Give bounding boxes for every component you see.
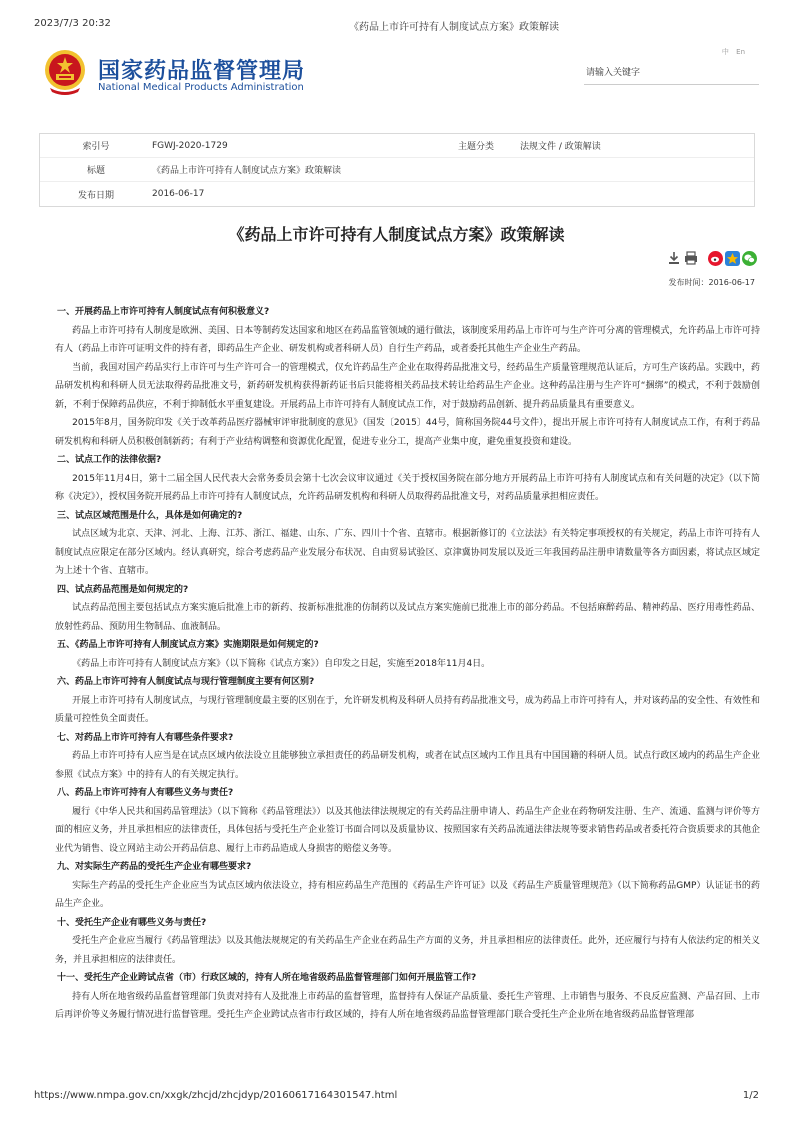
qzone-share-icon[interactable]: [725, 251, 740, 266]
body-paragraph: 药品上市许可持有人应当是在试点区域内依法设立且能够独立承担责任的药品研发机构，或者在试点区域内工作且具有中国国籍的科研人员。试点行政区域内的药品生产企业参照《试点方案》中的持有人的有关规定执行。: [55, 751, 760, 780]
section-heading: 六、药品上市许可持有人制度试点与现行管理制度主要有何区别?: [57, 677, 315, 687]
site-name-en: National Medical Products Administration: [98, 82, 304, 93]
print-icon[interactable]: [684, 251, 698, 265]
title-label: 标题: [86, 166, 105, 176]
print-url: https://www.nmpa.gov.cn/xxgk/zhcjd/zhcjdyp/20160617164301547.html: [34, 1090, 398, 1101]
body-paragraph: 实际生产药品的受托生产企业应当为试点区域内依法设立，持有相应药品生产范围的《药品生产许可证》以及《药品生产质量管理规范》（以下简称药品GMP）认证证书的药品生产企业。: [55, 880, 760, 909]
lang-en-link[interactable]: En: [736, 48, 745, 56]
date-value: 2016-06-17: [152, 189, 205, 199]
share-toolbar: [668, 251, 762, 267]
article-title: 《药品上市许可持有人制度试点方案》政策解读: [228, 225, 565, 244]
index-value: FGWJ-2020-1729: [152, 140, 228, 151]
body-paragraph: 2015年11月4日，第十二届全国人民代表大会常务委员会第十七次会议审议通过《关于授权国务院在部分地方开展药品上市许可持有人制度试点和有关问题的决定》（以下简称《决定》），授权国务院开展药品上市许可持有人制度试点，允许药品研发机构和科研人员取得药品批准文号，对药品质量承担相应责任。: [55, 473, 760, 502]
section-heading: 一、开展药品上市许可持有人制度试点有何积极意义?: [57, 307, 270, 317]
wechat-share-icon[interactable]: [742, 251, 757, 266]
section-heading: 四、试点药品范围是如何规定的?: [57, 584, 189, 595]
body-paragraph: 当前，我国对国产药品实行上市许可与生产许可合一的管理模式，仅允许药品生产企业在取得药品批准文号，经药品生产质量管理规范认证后，方可生产该药品。实践中，药品研发机构和科研人员无法取得药品批准文号，新药研发机构获得新药证书后只能将相关药品技术转让给药品生产企业。这种药品注册与生产许可“捆绑”的模式，不利于鼓励创新，不利于保障药品供应，不利于抑制低水平重复建设。开展药品上市许可持有人制度试点工作，对于鼓励药品创新、提升药品质量具有重要意义。: [55, 362, 760, 410]
meta-row-title: [40, 158, 754, 182]
category-label: 主题分类: [457, 142, 494, 152]
national-emblem-icon[interactable]: [42, 48, 88, 96]
meta-row-date: [40, 182, 754, 206]
language-switch: [717, 47, 745, 57]
section-heading: 三、试点区域范围是什么，具体是如何确定的?: [57, 510, 243, 521]
print-doc-title: 《药品上市许可持有人制度试点方案》政策解读: [349, 22, 559, 33]
print-timestamp: 2023/7/3 20:32: [34, 18, 111, 29]
index-label: 索引号: [82, 142, 110, 152]
title-value: 《药品上市许可持有人制度试点方案》政策解读: [152, 166, 342, 176]
body-paragraph: 持有人所在地省级药品监督管理部门负责对持有人及批准上市药品的监督管理，监督持有人保证产品质量、委托生产管理、上市销售与服务、不良反应监测、产品召回、上市后再评价等义务履行情况进行监督管理。受托生产企业跨试点省市行政区域的，持有人所在地省级药品监督管理部门联合受托生产企业所在地省级药品监督管理部: [55, 991, 760, 1020]
print-header: [34, 18, 759, 32]
section-heading: 八、药品上市许可持有人有哪些义务与责任?: [57, 788, 234, 798]
download-icon[interactable]: [668, 251, 680, 265]
body-paragraph: 履行《中华人民共和国药品管理法》（以下简称《药品管理法》）以及其他法律法规规定的有关药品注册申请人、药品生产企业在药物研发注册、生产、流通、监测与评价等方面的相应义务，并且承担相应的法律责任，具体包括与受托生产企业签订书面合同以及质量协议、按照国家有关药品流通法律法规等要求销售药品或者委托符合资质要求的其他企业代为销售、设立网站主动公开药品信息、履行上市药品造成人身损害的赔偿义务等。: [55, 806, 760, 854]
body-paragraph: 药品上市许可持有人制度是欧洲、美国、日本等制药发达国家和地区在药品监管领域的通行做法，该制度采用药品上市许可与生产许可分离的管理模式，允许药品上市许可持有人（药品上市许可证明文件的持有者，即药品生产企业、研发机构或者科研人员）自行生产药品，或者委托其他生产企业生产药品。: [55, 325, 760, 354]
weibo-share-icon[interactable]: [708, 251, 723, 266]
section-heading: 二、试点工作的法律依据?: [57, 455, 162, 465]
print-footer: [34, 1090, 759, 1104]
doc-meta-table: [39, 133, 755, 207]
section-heading: 十一、受托生产企业跨试点省（市）行政区域的，持有人所在地省级药品监督管理部门如何开展监管工作?: [57, 973, 477, 983]
page-number: 1/2: [742, 1090, 759, 1101]
search-underline: [584, 84, 759, 85]
body-paragraph: 受托生产企业应当履行《药品管理法》以及其他法规规定的有关药品生产企业在药品生产方面的义务，并且承担相应的法律责任。此外，还应履行与持有人依法约定的相关义务，并且承担相应的法律责任。: [55, 936, 760, 965]
date-label: 发布日期: [77, 190, 114, 201]
section-heading: 十、受托生产企业有哪些义务与责任?: [57, 917, 207, 928]
section-heading: 五、《药品上市许可持有人制度试点方案》实施期限是如何规定的?: [57, 640, 319, 650]
search-input[interactable]: [584, 64, 759, 82]
body-paragraph: 《药品上市许可持有人制度试点方案》（以下简称《试点方案》）自印发之日起，实施至2018年11月4日。: [72, 658, 491, 669]
publish-time: 发布时间：2016-06-17: [668, 278, 755, 287]
body-paragraph: 开展上市许可持有人制度试点，与现行管理制度最主要的区别在于，允许研发机构及科研人员持有药品批准文号，成为药品上市许可持有人，并对该药品的安全性、有效性和质量可控性负全面责任。: [55, 695, 760, 724]
site-name-cn[interactable]: 国家药品监督管理局: [98, 59, 306, 84]
site-header: [34, 44, 759, 104]
section-heading: 七、对药品上市许可持有人有哪些条件要求?: [57, 732, 234, 743]
body-paragraph: 试点区域为北京、天津、河北、上海、江苏、浙江、福建、山东、广东、四川十个省、直辖市。根据新修订的《立法法》有关特定事项授权的有关规定，药品上市许可持有人制度试点应限定在部分区域内。经认真研究，综合考虑药品产业发展分布状况、自由贸易试验区、京津冀协同发展以及近三年我国药品注册申请数量等各方面因素，将试点区域定为上述十个省、直辖市。: [55, 529, 760, 576]
meta-row-index: [40, 134, 754, 158]
body-paragraph: 试点药品范围主要包括试点方案实施后批准上市的新药、按新标准批准的仿制药以及试点方案实施前已批准上市的部分药品。不包括麻醉药品、精神药品、医疗用毒性药品、放射性药品、预防用生物制品、血液制品。: [55, 603, 760, 632]
section-heading: 九、对实际生产药品的受托生产企业有哪些要求?: [57, 862, 252, 872]
category-value: 法规文件 / 政策解读: [520, 142, 601, 152]
body-paragraph: 2015年8月，国务院印发《关于改革药品医疗器械审评审批制度的意见》（国发〔2015〕44号，简称国务院44号文件），提出开展上市许可持有人制度试点工作，有利于药品研发机构和科研人员积极创制新药；有利于产业结构调整和资源优化配置，促进专业分工，提高产业集中度，避免重复投资和建设。: [55, 418, 760, 447]
article-body: [55, 303, 760, 1025]
lang-zh-link[interactable]: 中: [721, 48, 729, 56]
